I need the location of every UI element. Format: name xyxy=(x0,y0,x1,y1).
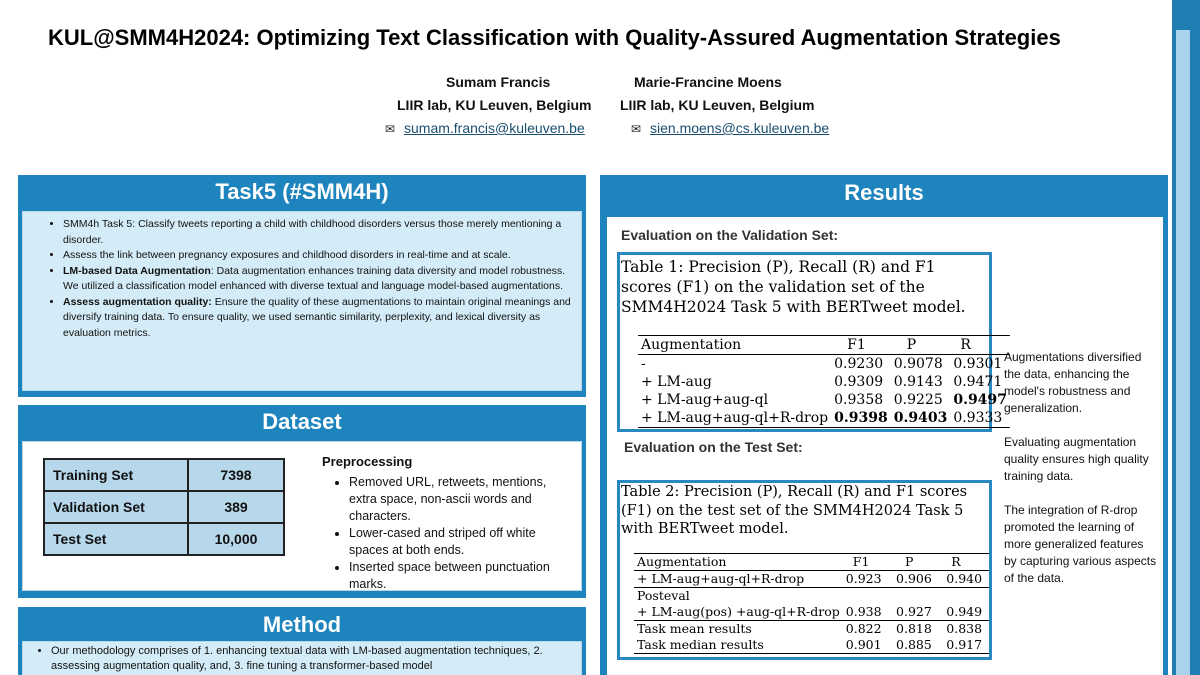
table-row: Posteval xyxy=(637,588,690,603)
dataset-table xyxy=(43,458,285,556)
task-heading: Task5 (#SMM4H) xyxy=(215,179,389,204)
validation-table-box xyxy=(617,252,1007,432)
list-item: • Removed URL, retweets, mentions, extra space, non-ascii words and characters. xyxy=(349,474,559,525)
results-panel xyxy=(600,175,1168,675)
list-item: • Inserted space between punctuation marks. xyxy=(349,559,559,593)
table-row: + LM-aug(pos) +aug-ql+R-drop 0.938 0.927 0.949 xyxy=(634,604,989,621)
results-note: Evaluating augmentation quality ensures high quality training data. xyxy=(1004,435,1149,483)
table-row: - 0.9230 0.9078 0.9301 xyxy=(641,356,1003,372)
author-email-link[interactable]: sien.moens@cs.kuleuven.be xyxy=(650,120,830,136)
validation-table-caption: Table 1: Precision (P), Recall (R) and F1 scores (F1) on the validation set of the SMM4H2024 Task 5 with BERTweet model. xyxy=(621,258,966,316)
task-body xyxy=(22,211,582,391)
list-item: • Lower-cased and striped off white spaces at both ends. xyxy=(349,525,559,559)
author-name: Sumam Francis xyxy=(446,74,551,90)
test-table-caption: Table 2: Precision (P), Recall (R) and F1 scores (F1) on the test set of the SMM4H2024 Task 5 with BERTweet model. xyxy=(621,484,968,537)
table-header-row: Augmentation F1 P R xyxy=(638,336,1010,355)
table-row: + LM-aug+aug-ql+R-drop 0.9398 0.9403 0.9333 xyxy=(641,410,1003,426)
method-bullet-list xyxy=(23,642,581,674)
validation-results-table xyxy=(638,335,1010,428)
table-row: Training Set 7398 xyxy=(44,459,284,491)
results-notes xyxy=(1004,349,1159,604)
results-body xyxy=(607,217,1163,675)
list-item: • Assess augmentation quality: Ensure the quality of these augmentations to maintain original meanings and diversify training data. To ensure quality, we used semantic similarity, perplexity, and lexical diversity as evaluation metrics. xyxy=(63,295,581,342)
results-note: The integration of R-drop promoted the learning of more generalized features by capturing various aspects of the data. xyxy=(1004,503,1157,585)
list-item: • Our methodology comprises of 1. enhancing textual data with LM-based augmentation techniques, 2. assessing augmentation quality, and, 3. fine tuning a transformer-based model xyxy=(51,644,581,674)
envelope-icon: ✉ xyxy=(631,122,642,136)
table-header-row: Augmentation F1 P R xyxy=(634,554,989,571)
validation-subheading: Evaluation on the Validation Set: xyxy=(621,227,839,243)
envelope-icon: ✉ xyxy=(385,122,396,136)
right-frame-border xyxy=(1172,0,1200,675)
table-row: + LM-aug+aug-ql+R-drop 0.923 0.906 0.940 xyxy=(634,571,989,588)
author-email-link[interactable]: sumam.francis@kuleuven.be xyxy=(404,120,585,136)
table-row: Validation Set 389 xyxy=(44,491,284,523)
method-panel xyxy=(18,607,586,675)
task-bullet-list xyxy=(23,212,581,341)
poster-title: KUL@SMM4H2024: Optimizing Text Classification with Quality-Assured Augmentation Strategies xyxy=(48,25,1061,50)
test-results-table xyxy=(634,553,989,654)
list-item: • Assess the link between pregnancy exposures and childhood disorders in real-time and at scale. xyxy=(63,248,581,264)
task-panel xyxy=(18,175,586,397)
table-row: Task mean results 0.822 0.818 0.838 xyxy=(637,621,983,636)
preprocessing-title: Preprocessing xyxy=(322,454,413,469)
author-affiliation: LIIR lab, KU Leuven, Belgium xyxy=(397,97,592,113)
results-heading: Results xyxy=(844,180,924,205)
dataset-panel xyxy=(18,405,586,598)
preprocessing-list xyxy=(323,474,559,593)
author-affiliation: LIIR lab, KU Leuven, Belgium xyxy=(620,97,815,113)
method-heading: Method xyxy=(262,612,342,637)
table-row: + LM-aug 0.9309 0.9143 0.9471 xyxy=(641,374,1003,390)
method-body xyxy=(22,641,582,675)
table-row: Task median results 0.901 0.885 0.917 xyxy=(637,637,983,652)
dataset-heading: Dataset xyxy=(262,409,342,434)
test-subheading: Evaluation on the Test Set: xyxy=(624,439,803,455)
list-item: • SMM4h Task 5: Classify tweets reporting a child with childhood disorders versus those merely mentioning a disorder. xyxy=(63,217,581,248)
dataset-body xyxy=(22,441,582,591)
results-note: Augmentations diversified the data, enhancing the model's robustness and generalization. xyxy=(1004,350,1142,415)
table-row: + LM-aug+aug-ql 0.9358 0.9225 0.9497 xyxy=(641,392,1007,408)
test-table-box xyxy=(617,480,992,660)
author-name: Marie-Francine Moens xyxy=(634,74,782,90)
list-item: • LM-based Data Augmentation: Data augmentation enhances training data diversity and model robustness. We utilized a classification model enhanced with diverse textual and language model-based augmentations. xyxy=(63,264,581,295)
table-row: Test Set 10,000 xyxy=(44,523,284,555)
